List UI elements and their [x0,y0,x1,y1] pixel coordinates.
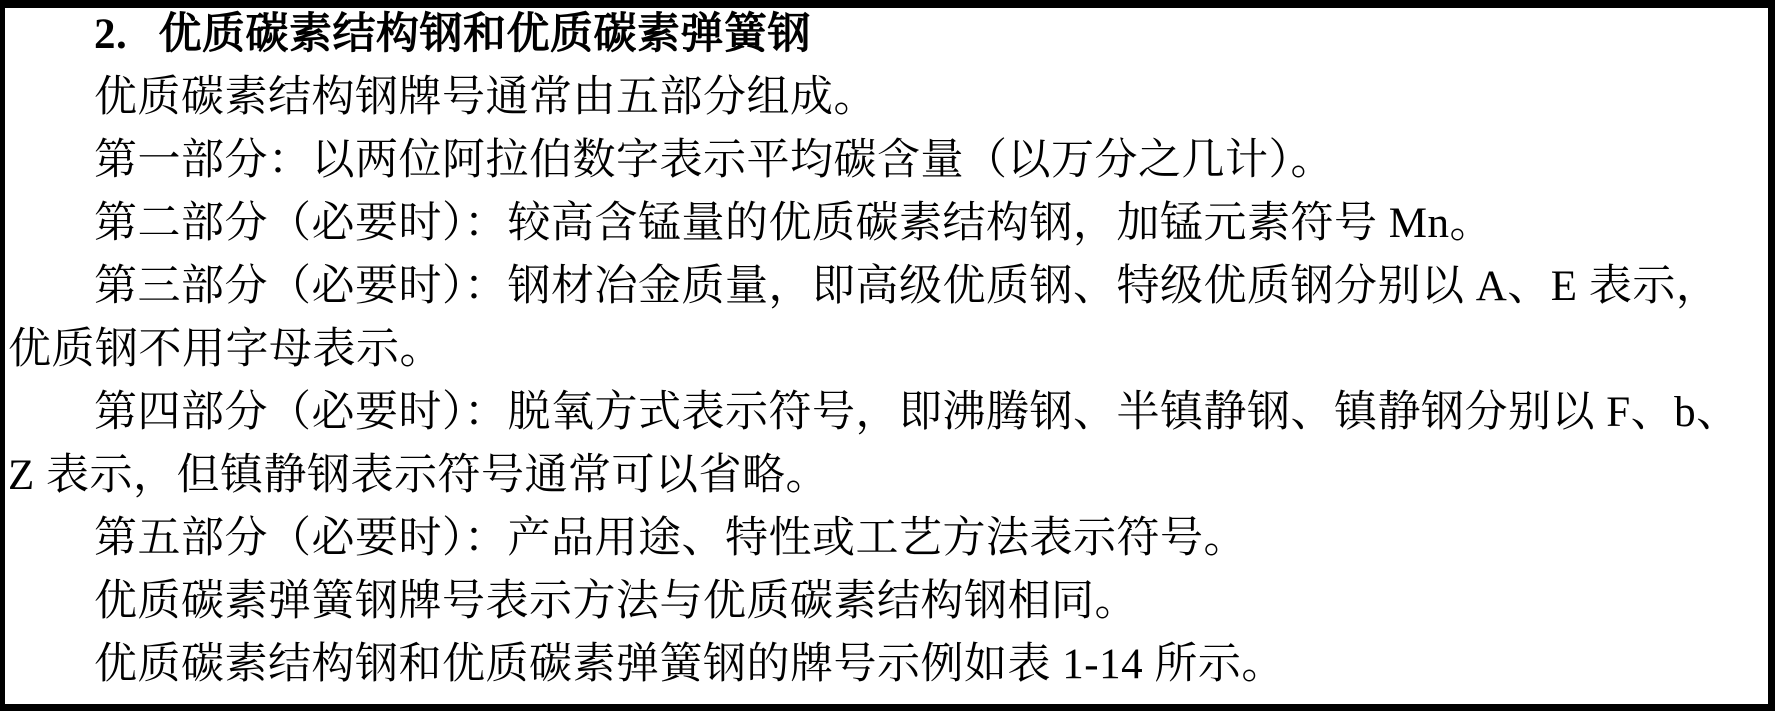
paragraph-line-part1: 第一部分：以两位阿拉伯数字表示平均碳含量（以万分之几计）。 [94,137,1334,184]
document-text-block [5,3,1768,696]
paragraph-line-part3-wrap: 优质钢不用字母表示。 [8,326,443,373]
paragraph-line-part3: 第三部分（必要时）：钢材冶金质量，即高级优质钢、特级优质钢分别以 A、E 表示， [94,263,1720,310]
paragraph-line-table-ref: 优质碳素结构钢和优质碳素弹簧钢的牌号示例如表 1-14 所示。 [94,641,1285,688]
paragraph-line-spring-steel: 优质碳素弹簧钢牌号表示方法与优质碳素结构钢相同。 [94,578,1138,625]
paragraph-line-intro: 优质碳素结构钢牌号通常由五部分组成。 [94,74,877,121]
paragraph-line-part4: 第四部分（必要时）：脱氧方式表示符号，即沸腾钢、半镇静钢、镇静钢分别以 F、b、 [94,389,1740,436]
section-heading [8,3,1768,66]
paragraph-line-part4-wrap: Z 表示，但镇静钢表示符号通常可以省略。 [8,452,830,499]
paragraph-line-part5: 第五部分（必要时）：产品用途、特性或工艺方法表示符号。 [94,515,1247,562]
section-title: 优质碳素结构钢和优质碳素弹簧钢 [158,11,811,58]
section-number: 2. [94,11,128,58]
paragraph-line-part2: 第二部分（必要时）：较高含锰量的优质碳素结构钢，加锰元素符号 Mn。 [94,200,1493,247]
